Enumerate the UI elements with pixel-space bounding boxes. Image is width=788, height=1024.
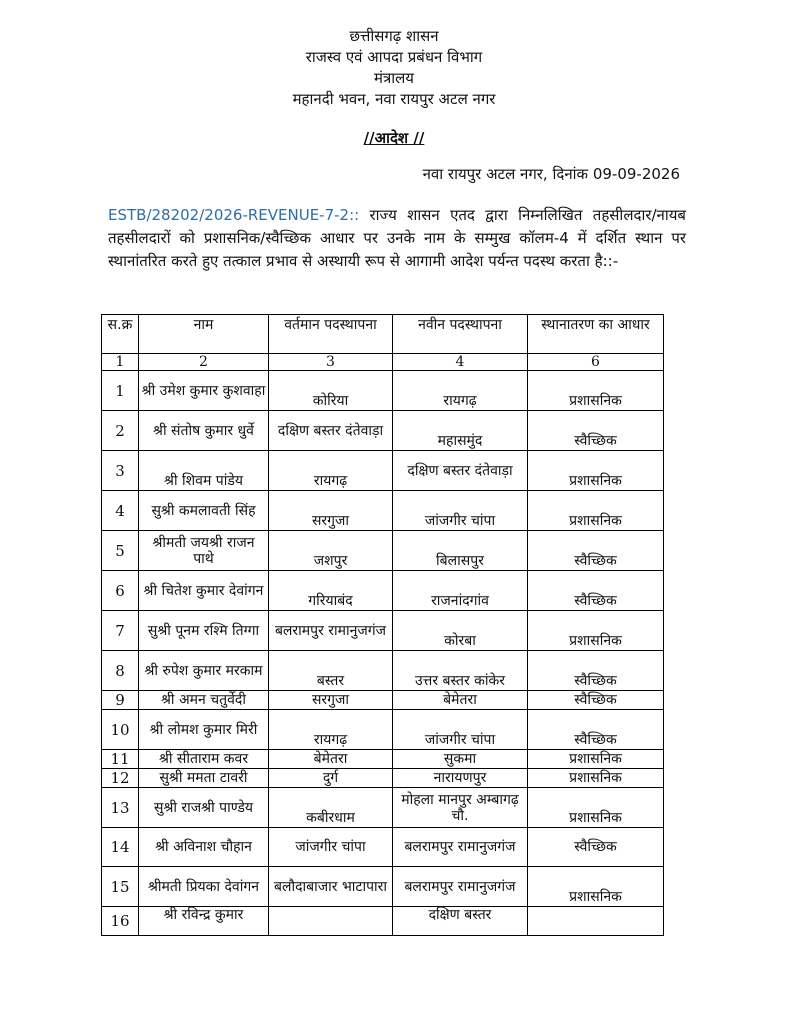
column-number: 1 xyxy=(102,354,139,371)
order-title: //आदेश // xyxy=(363,129,425,147)
serial-cell: 4 xyxy=(102,491,139,531)
new-posting-cell: नारायणपुर xyxy=(393,769,528,788)
serial-cell: 16 xyxy=(102,907,139,936)
current-posting-cell: कबीरधाम xyxy=(269,788,393,828)
basis-cell: स्वैच्छिक xyxy=(528,710,664,750)
column-number: 4 xyxy=(393,354,528,371)
table-row xyxy=(102,828,664,867)
table-row xyxy=(102,867,664,907)
current-posting-cell: कोरिया xyxy=(269,371,393,411)
serial-cell: 2 xyxy=(102,411,139,451)
govt-name: छत्तीसगढ़ शासन xyxy=(349,27,439,45)
name-cell: श्री अविनाश चौहान xyxy=(139,828,269,867)
basis-cell: स्वैच्छिक xyxy=(528,691,664,710)
table-row xyxy=(102,651,664,691)
serial-cell: 11 xyxy=(102,750,139,769)
new-posting-cell: महासमुंद xyxy=(393,411,528,451)
basis-cell: प्रशासनिक xyxy=(528,788,664,828)
serial-cell: 12 xyxy=(102,769,139,788)
serial-cell: 9 xyxy=(102,691,139,710)
table-row xyxy=(102,371,664,411)
table-row xyxy=(102,571,664,611)
current-posting-cell: बेमेतरा xyxy=(269,750,393,769)
current-posting-cell: रायगढ़ xyxy=(269,710,393,750)
current-posting-cell: रायगढ़ xyxy=(269,451,393,491)
name-cell: श्री रविन्द्र कुमार xyxy=(139,907,269,936)
new-posting-cell: बलरामपुर रामानुजगंज xyxy=(393,867,528,907)
new-posting-cell: मोहला मानपुर अम्बागढ़ चौ. xyxy=(393,788,528,828)
basis-cell: स्वैच्छिक xyxy=(528,571,664,611)
table-row xyxy=(102,710,664,750)
name-cell: सुश्री कमलावती सिंह xyxy=(139,491,269,531)
transfer-table xyxy=(101,314,664,936)
name-cell: श्री उमेश कुमार कुशवाहा xyxy=(139,371,269,411)
name-cell: सुश्री पूनम रश्मि तिग्गा xyxy=(139,611,269,651)
table-row xyxy=(102,611,664,651)
serial-cell: 10 xyxy=(102,710,139,750)
name-cell: श्री अमन चतुर्वेदी xyxy=(139,691,269,710)
new-posting-cell: उत्तर बस्तर कांकेर xyxy=(393,651,528,691)
basis-cell xyxy=(528,907,664,936)
name-cell: श्री लोमश कुमार मिरी xyxy=(139,710,269,750)
new-posting-cell: कोरबा xyxy=(393,611,528,651)
name-cell: श्री सीताराम कवर xyxy=(139,750,269,769)
table-row xyxy=(102,491,664,531)
column-number: 6 xyxy=(528,354,664,371)
serial-cell: 7 xyxy=(102,611,139,651)
current-posting-cell: बलरामपुर रामानुजगंज xyxy=(269,611,393,651)
name-cell: श्रीमती जयश्री राजन पाथे xyxy=(139,531,269,571)
basis-cell: प्रशासनिक xyxy=(528,491,664,531)
table-row xyxy=(102,451,664,491)
serial-cell: 14 xyxy=(102,828,139,867)
order-reference: ESTB/28202/2026-REVENUE-7-2:: xyxy=(108,206,360,224)
table-row xyxy=(102,411,664,451)
serial-cell: 15 xyxy=(102,867,139,907)
table-row xyxy=(102,691,664,710)
column-number: 3 xyxy=(269,354,393,371)
new-posting-cell: बेमेतरा xyxy=(393,691,528,710)
office-address: महानदी भवन, नवा रायपुर अटल नगर xyxy=(292,90,496,108)
new-posting-cell: रायगढ़ xyxy=(393,371,528,411)
current-posting-cell: जशपुर xyxy=(269,531,393,571)
new-posting-cell: बलरामपुर रामानुजगंज xyxy=(393,828,528,867)
basis-cell: स्वैच्छिक xyxy=(528,411,664,451)
header-serial: स.क्र xyxy=(102,315,139,354)
header-name: नाम xyxy=(139,315,269,354)
current-posting-cell: बस्तर xyxy=(269,651,393,691)
current-posting-cell: सरगुजा xyxy=(269,491,393,531)
table-header-row xyxy=(102,315,664,354)
serial-cell: 6 xyxy=(102,571,139,611)
serial-cell: 5 xyxy=(102,531,139,571)
document-header xyxy=(0,26,788,110)
basis-cell: प्रशासनिक xyxy=(528,371,664,411)
basis-cell: प्रशासनिक xyxy=(528,611,664,651)
current-posting-cell: जांजगीर चांपा xyxy=(269,828,393,867)
header-transfer-basis: स्थानातरण का आधार xyxy=(528,315,664,354)
order-body xyxy=(108,204,686,273)
order-dateline: नवा रायपुर अटल नगर, दिनांक 09-09-2026 xyxy=(422,165,680,183)
new-posting-cell: राजनांदगांव xyxy=(393,571,528,611)
header-new-posting: नवीन पदस्थापना xyxy=(393,315,528,354)
name-cell: श्री शिवम पांडेय xyxy=(139,451,269,491)
ministry-name: मंत्रालय xyxy=(373,69,414,87)
basis-cell: स्वैच्छिक xyxy=(528,651,664,691)
serial-cell: 3 xyxy=(102,451,139,491)
basis-cell: प्रशासनिक xyxy=(528,867,664,907)
basis-cell: स्वैच्छिक xyxy=(528,531,664,571)
name-cell: श्रीमती प्रियका देवांगन xyxy=(139,867,269,907)
basis-cell: प्रशासनिक xyxy=(528,769,664,788)
current-posting-cell xyxy=(269,907,393,936)
name-cell: श्री चितेश कुमार देवांगन xyxy=(139,571,269,611)
serial-cell: 1 xyxy=(102,371,139,411)
new-posting-cell: जांजगीर चांपा xyxy=(393,491,528,531)
name-cell: सुश्री ममता टावरी xyxy=(139,769,269,788)
table-row xyxy=(102,788,664,828)
table-row xyxy=(102,907,664,936)
order-text: राज्य शासन एतद द्वारा निम्नलिखित तहसीलदार/नायब तहसीलदारों को प्रशासनिक/स्वैच्छिक आधार पर उनके नाम के सम्मुख कॉलम-4 में दर्शित स्थान पर स्थानांतरित करते हुए तत्काल प्रभाव से अस्थायी रूप से आगामी आदेश पर्यन्त पदस्थ करता है::- xyxy=(108,206,686,270)
basis-cell: स्वैच्छिक xyxy=(528,828,664,867)
header-current-posting: वर्तमान पदस्थापना xyxy=(269,315,393,354)
new-posting-cell: दक्षिण बस्तर दंतेवाड़ा xyxy=(393,451,528,491)
table-row xyxy=(102,769,664,788)
basis-cell: प्रशासनिक xyxy=(528,750,664,769)
current-posting-cell: दक्षिण बस्तर दंतेवाड़ा xyxy=(269,411,393,451)
basis-cell: प्रशासनिक xyxy=(528,451,664,491)
current-posting-cell: बलौदाबाजार भाटापारा xyxy=(269,867,393,907)
new-posting-cell: दक्षिण बस्तर xyxy=(393,907,528,936)
name-cell: श्री रुपेश कुमार मरकाम xyxy=(139,651,269,691)
new-posting-cell: बिलासपुर xyxy=(393,531,528,571)
table-row xyxy=(102,750,664,769)
column-number-row xyxy=(102,354,664,371)
table-row xyxy=(102,531,664,571)
department-name: राजस्व एवं आपदा प्रबंधन विभाग xyxy=(305,48,483,66)
new-posting-cell: सुकमा xyxy=(393,750,528,769)
new-posting-cell: जांजगीर चांपा xyxy=(393,710,528,750)
current-posting-cell: गरियाबंद xyxy=(269,571,393,611)
name-cell: श्री संतोष कुमार धुर्वे xyxy=(139,411,269,451)
current-posting-cell: सरगुजा xyxy=(269,691,393,710)
serial-cell: 13 xyxy=(102,788,139,828)
serial-cell: 8 xyxy=(102,651,139,691)
column-number: 2 xyxy=(139,354,269,371)
name-cell: सुश्री राजश्री पाण्डेय xyxy=(139,788,269,828)
current-posting-cell: दुर्ग xyxy=(269,769,393,788)
